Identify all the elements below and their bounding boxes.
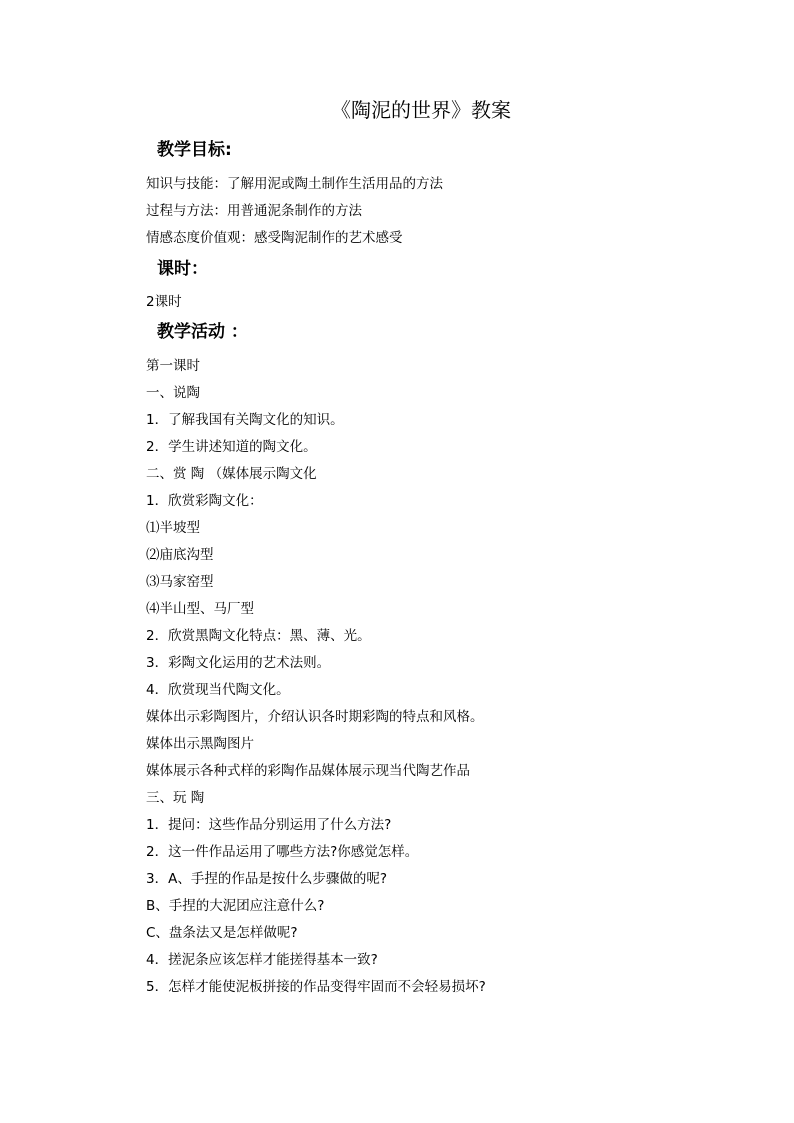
activity-line-5: 二、赏 陶 （媒体展示陶文化 <box>146 466 317 482</box>
hours-line-1: 2课时 <box>146 294 182 310</box>
activity-line-1: 第一课时 <box>146 358 200 374</box>
objective-line-2: 过程与方法：用普通泥条制作的方法 <box>146 203 362 219</box>
heading-objectives: 教学目标: <box>157 140 232 160</box>
activity-line-2: 一、说陶 <box>146 385 200 401</box>
document-title: 《陶泥的世界》教案 <box>331 98 511 122</box>
activity-line-7: ⑴半坡型 <box>146 520 200 536</box>
activity-line-19: 2．这一件作品运用了哪些方法?你感觉怎样。 <box>146 844 419 860</box>
objective-line-3: 情感态度价值观：感受陶泥制作的艺术感受 <box>146 230 403 246</box>
activity-line-18: 1．提问：这些作品分别运用了什么方法? <box>146 817 392 833</box>
activity-line-22: C、盘条法又是怎样做呢? <box>146 925 298 941</box>
activity-line-13: 4．欣赏现当代陶文化。 <box>146 682 290 698</box>
activity-line-21: B、手捏的大泥团应注意什么? <box>146 898 325 914</box>
activity-line-10: ⑷半山型、马厂型 <box>146 601 254 617</box>
activity-line-3: 1．了解我国有关陶文化的知识。 <box>146 412 344 428</box>
activity-line-23: 4．搓泥条应该怎样才能搓得基本一致? <box>146 952 378 968</box>
activity-line-6: 1．欣赏彩陶文化： <box>146 493 263 509</box>
heading-activities: 教学活动 ： <box>157 322 248 342</box>
activity-line-4: 2．学生讲述知道的陶文化。 <box>146 439 317 455</box>
activity-line-16: 媒体展示各种式样的彩陶作品媒体展示现当代陶艺作品 <box>146 763 470 779</box>
activity-line-9: ⑶马家窑型 <box>146 574 214 590</box>
activity-line-11: 2．欣赏黑陶文化特点：黑、薄、光。 <box>146 628 371 644</box>
activity-line-20: 3．A、手捏的作品是按什么步骤做的呢? <box>146 871 387 887</box>
objective-line-1: 知识与技能：了解用泥或陶土制作生活用品的方法 <box>146 176 443 192</box>
activity-line-12: 3．彩陶文化运用的艺术法则。 <box>146 655 331 671</box>
activity-line-17: 三、玩 陶 <box>146 790 205 806</box>
activity-line-24: 5．怎样才能使泥板拼接的作品变得牢固而不会轻易损坏? <box>146 979 486 995</box>
heading-hours: 课时： <box>157 259 208 279</box>
activity-line-14: 媒体出示彩陶图片，介绍认识各时期彩陶的特点和风格。 <box>146 709 484 725</box>
activity-line-8: ⑵庙底沟型 <box>146 547 214 563</box>
activity-line-15: 媒体出示黑陶图片 <box>146 736 254 752</box>
